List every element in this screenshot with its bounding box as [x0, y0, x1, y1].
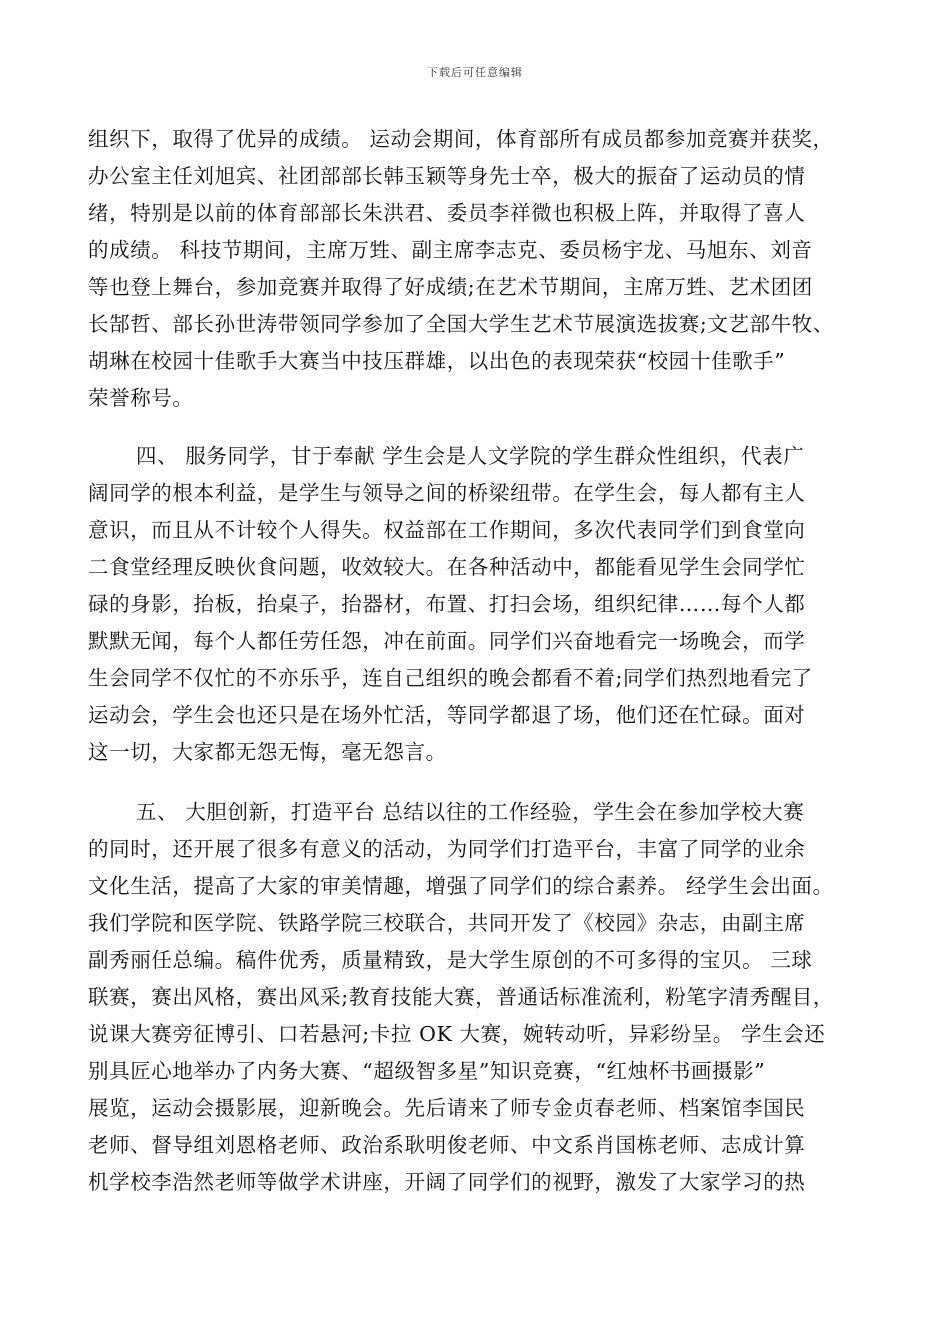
paragraph-sports-and-arts: [88, 121, 868, 417]
section-heading-line: 四、 服务同学，甘于奉献 学生会是人文学院的学生群众性组织，代表广: [136, 444, 805, 468]
page-header: 下载后可任意编辑: [427, 66, 523, 79]
text-line: 我们学院和医学院、铁路学院三校联合，共同开发了《校园》杂志，由副主席: [88, 911, 806, 935]
text-line: 运动会，学生会也还只是在场外忙活，等同学都退了场，他们还在忙碌。面对: [88, 703, 806, 727]
text-line: 副秀丽任总编。稿件优秀，质量精致，是大学生原创的不可多得的宝贝。 三球: [88, 948, 813, 972]
text-line: 意识，而且从不计较个人得失。权益部在工作期间，多次代表同学们到食堂向: [88, 518, 806, 542]
text-line: 等也登上舞台，参加竞赛并取得了好成绩;在艺术节期间，主席万甡、艺术团团: [88, 275, 813, 299]
section-heading-line: 五、 大胆创新，打造平台 总结以往的工作经验，学生会在参加学校大赛: [136, 800, 805, 824]
text-line: 胡琳在校园十佳歌手大赛当中技压群雄，以出色的表现荣获“校园十佳歌手”: [88, 349, 786, 373]
text-line: 老师、督导组刘恩格老师、政治系耿明俊老师、中文系肖国栋老师、志成计算: [88, 1133, 806, 1157]
text-line: 碌的身影，抬板，抬桌子，抬器材，布置、打扫会场，组织纪律……每个人都: [88, 592, 806, 616]
text-line: 机学校李浩然老师等做学术讲座，开阔了同学们的视野，激发了大家学习的热: [88, 1170, 806, 1194]
text-line: 生会同学不仅忙的不亦乐乎，连自己组织的晚会都看不着;同学们热烈地看完了: [88, 666, 813, 690]
text-line: 文化生活，提高了大家的审美情趣，增强了同学们的综合素养。 经学生会出面。: [88, 874, 834, 898]
text-line: 展览，运动会摄影展，迎新晚会。先后请来了师专金贞春老师、档案馆李国民: [88, 1096, 806, 1120]
text-line: 联赛，赛出风格，赛出风采;教育技能大赛，普通话标准流利，粉笔字清秀醒目，: [88, 985, 835, 1009]
text-line: 荣誉称号。: [88, 386, 194, 410]
text-line: 的同时，还开展了很多有意义的活动，为同学们打造平台，丰富了同学的业余: [88, 837, 806, 861]
text-line: 说课大赛旁征博引、口若悬河;卡拉 OK 大赛，婉转动听，异彩纷呈。 学生会还: [88, 1022, 826, 1046]
text-line: 默默无闻，每个人都任劳任怨，冲在前面。同学们兴奋地看完一场晚会，而学: [88, 629, 806, 653]
paragraph-section-five: [88, 794, 868, 1201]
text-line: 二食堂经理反映伙食问题，收效较大。在各种活动中，都能看见学生会同学忙: [88, 555, 806, 579]
text-line: 阔同学的根本利益，是学生与领导之间的桥梁纽带。在学生会，每人都有主人: [88, 481, 806, 505]
text-line: 绪，特别是以前的体育部部长朱洪君、委员李祥微也积极上阵，并取得了喜人: [88, 201, 806, 225]
text-line: 别具匠心地举办了内务大赛、“超级智多星”知识竞赛，“红烛杯书画摄影”: [88, 1059, 766, 1083]
text-line: 这一切，大家都无怨无悔，毫无怨言。: [88, 740, 447, 764]
text-line: 的成绩。 科技节期间，主席万甡、副主席李志克、委员杨宇龙、马旭东、刘音: [88, 238, 813, 262]
text-line: 组织下，取得了优异的成绩。 运动会期间，体育部所有成员都参加竞赛并获奖，: [88, 127, 834, 151]
paragraph-section-four: [88, 438, 868, 771]
text-line: 长郜哲、部长孙世涛带领同学参加了全国大学生艺术节展演选拔赛;文艺部牛牧、: [88, 312, 835, 336]
text-line: 办公室主任刘旭宾、社团部部长韩玉颖等身先士卒，极大的振奋了运动员的情: [88, 164, 806, 188]
